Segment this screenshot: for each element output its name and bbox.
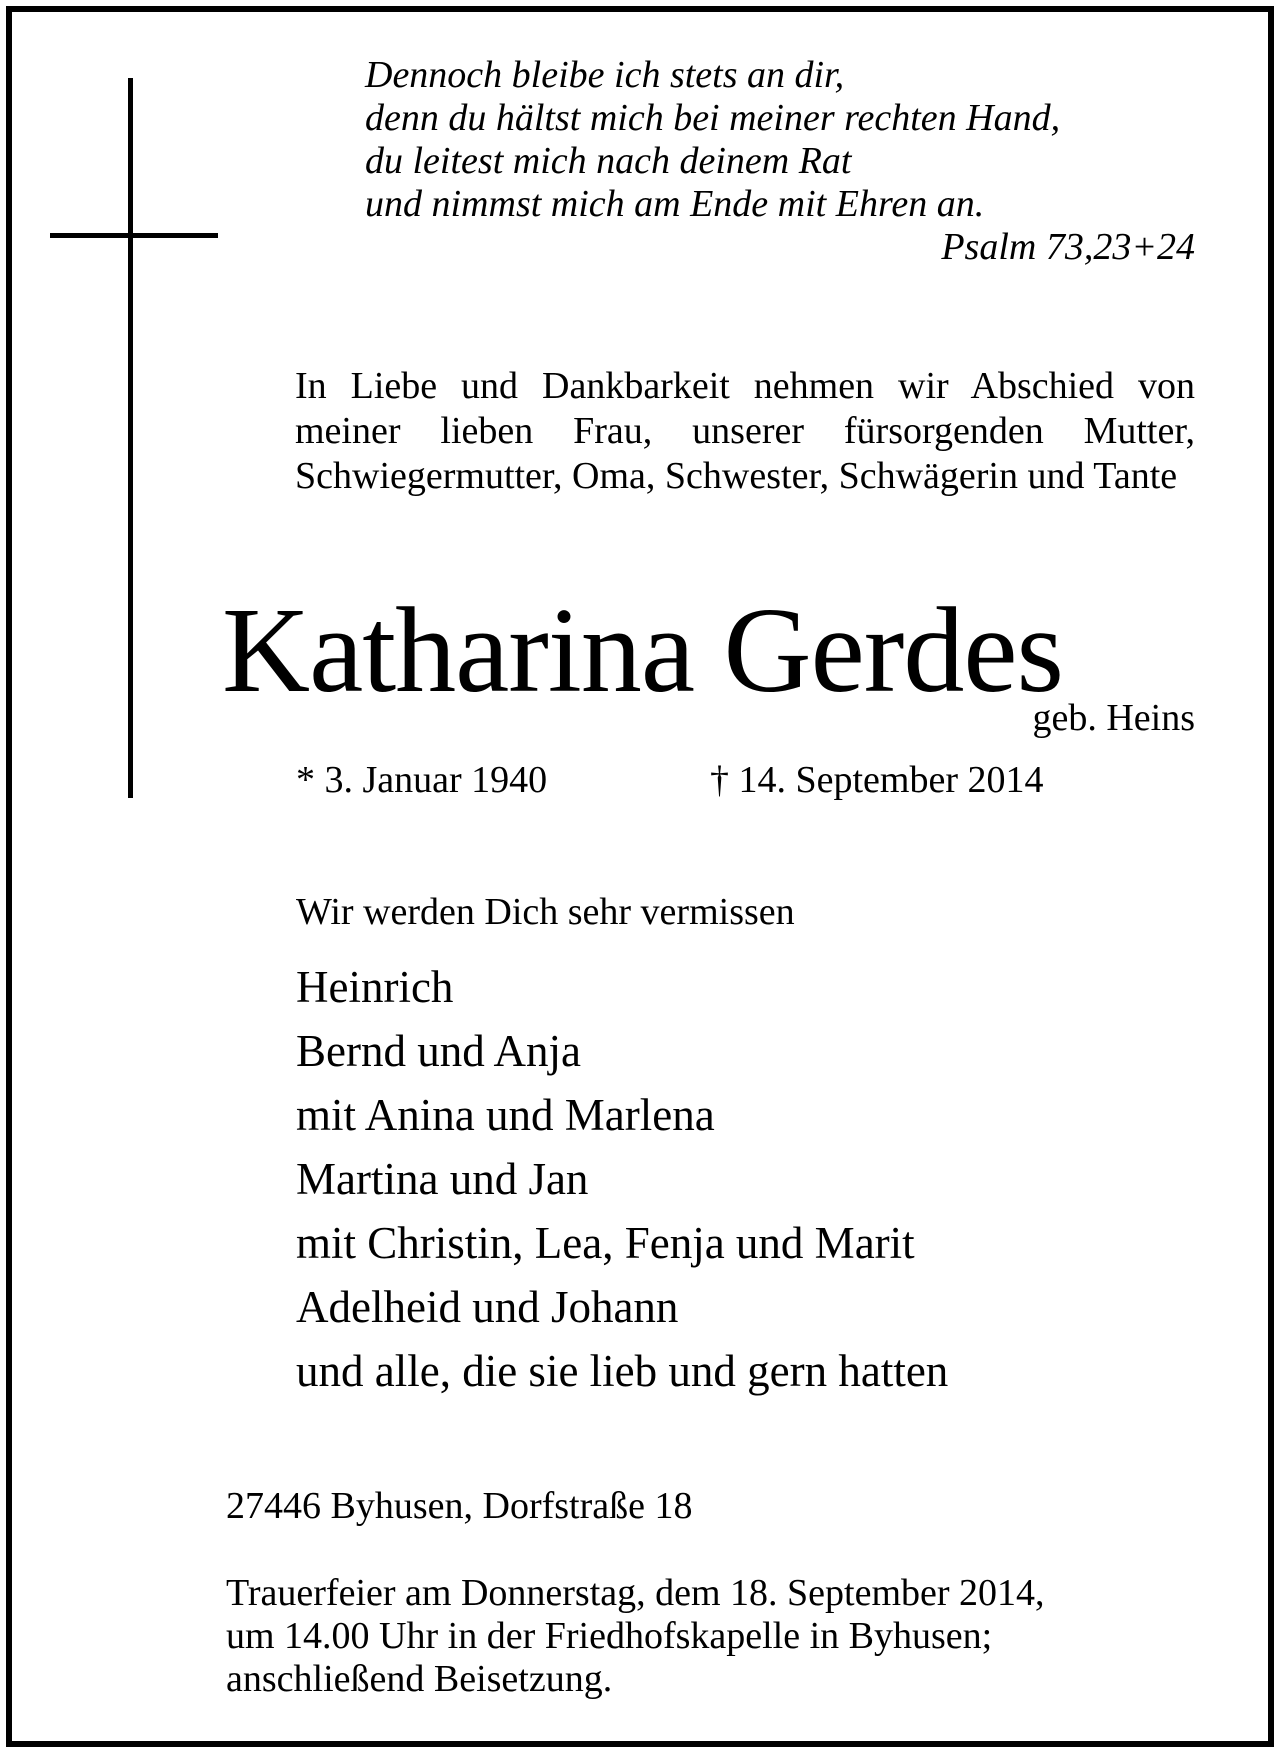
cross-icon-bar [50, 233, 218, 238]
cross-icon [128, 78, 133, 798]
farewell-text: In Liebe und Dankbarkeit nehmen wir Abschied von meiner lieben Frau, unserer fürsorgenden Mutter, Schwiegermutter, Oma, Schwester, Schwägerin und Tante [295, 365, 1195, 497]
mourner-line: mit Anina und Marlena [296, 1090, 715, 1140]
mourner-line: mit Christin, Lea, Fenja und Marit [296, 1218, 915, 1268]
death-date: † 14. September 2014 [710, 759, 1044, 801]
verse-line: denn du hältst mich bei meiner rechten Hand, [365, 97, 1061, 139]
verse-line: du leitest mich nach deinem Rat [365, 140, 852, 182]
funeral-service-info [226, 1572, 1196, 1701]
verse-line: Dennoch bleibe ich stets an dir, [365, 54, 845, 96]
service-line: Trauerfeier am Donnerstag, dem 18. September 2014, [226, 1572, 1045, 1614]
birth-date: * 3. Januar 1940 [296, 759, 548, 801]
maiden-name: geb. Heins [1032, 697, 1195, 739]
deceased-name: Katharina Gerdes [222, 583, 1063, 718]
family-address: 27446 Byhusen, Dorfstraße 18 [226, 1485, 693, 1527]
service-line: um 14.00 Uhr in der Friedhofskapelle in Byhusen; [226, 1615, 993, 1657]
service-line: anschließend Beisetzung. [226, 1658, 613, 1700]
mourner-line: Martina und Jan [296, 1154, 589, 1204]
bible-verse [365, 54, 1195, 269]
mourner-line: Adelheid und Johann [296, 1282, 679, 1332]
mourners-list [296, 955, 948, 1403]
life-dates [296, 758, 1044, 802]
mourner-line: und alle, die sie lieb und gern hatten [296, 1346, 949, 1396]
verse-line: und nimmst mich am Ende mit Ehren an. [365, 183, 985, 225]
verse-reference: Psalm 73,23+24 [941, 226, 1195, 268]
mourner-line: Bernd und Anja [296, 1026, 581, 1076]
mourners-intro: Wir werden Dich sehr vermissen [296, 891, 795, 933]
mourner-line: Heinrich [296, 962, 454, 1012]
